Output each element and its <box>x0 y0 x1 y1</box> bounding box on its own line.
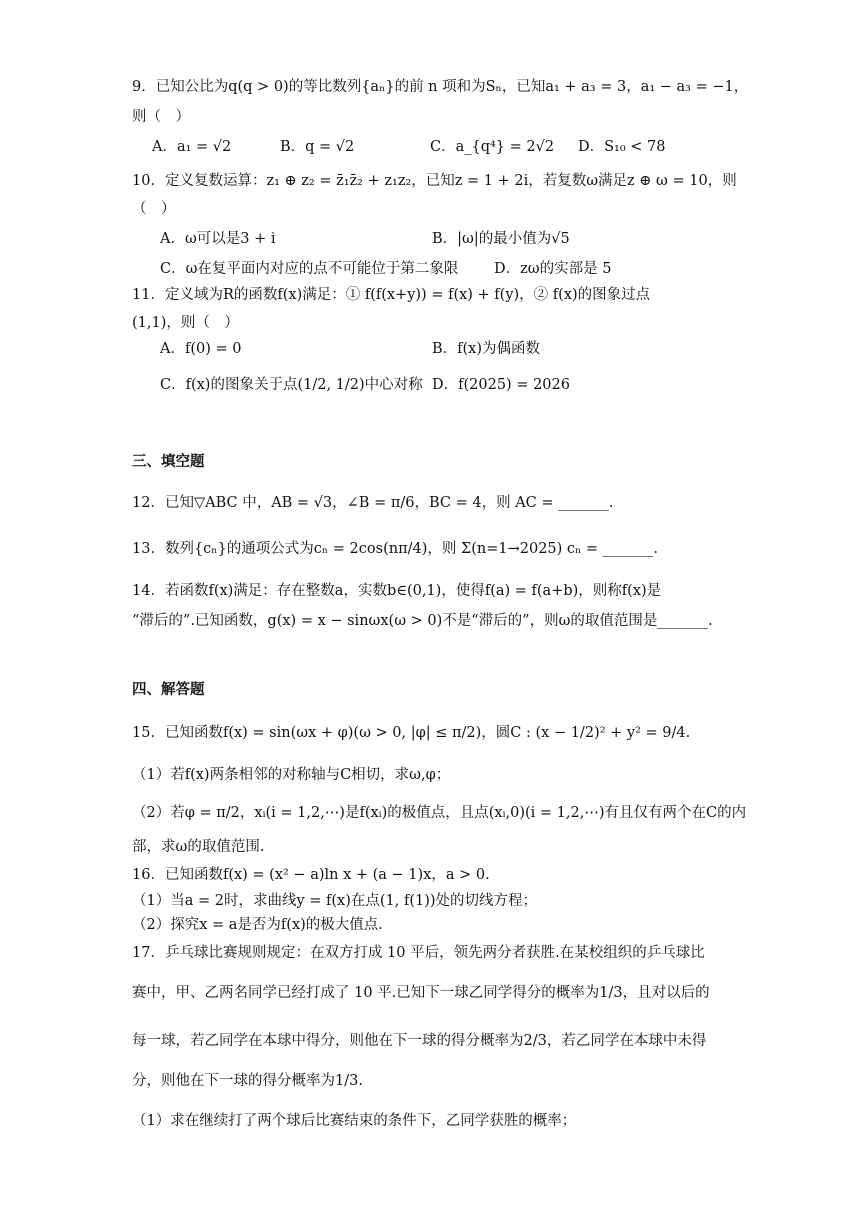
q10-option-d: D．zω的实部是 5 <box>494 261 612 277</box>
q9-option-c: C．a_{q⁴} = 2√2 <box>430 139 555 155</box>
q11-option-c: C．f(x)的图象关于点(1/2, 1/2)中心对称 <box>160 377 423 393</box>
q15-line-2: （1）若f(x)两条相邻的对称轴与C相切，求ω,φ； <box>132 767 451 783</box>
q10-stem-cont: （ ） <box>132 201 176 217</box>
q11-option-d: D．f(2025) = 2026 <box>432 377 570 393</box>
q9-stem-cont: 则（ ） <box>132 109 190 125</box>
q13: 13．数列{cₙ}的通项公式为cₙ = 2cos(nπ/4)，则 Σ(n=1→2025) cₙ = _______. <box>132 541 659 557</box>
q11-stem: 11．定义域为R的函数f(x)满足：① f(f(x+y)) = f(x) + f(y)，② f(x)的图象过点 <box>132 287 651 303</box>
q9-option-a: A．a₁ = √2 <box>152 139 232 155</box>
q15-line-3: （2）若φ = π/2，xᵢ(i = 1,2,⋯)是f(xᵢ)的极值点，且点(xᵢ,0)(i = 1,2,⋯)有且仅有两个在C的内 <box>132 805 747 821</box>
q10-option-a: A．ω可以是3 + i <box>160 231 276 247</box>
q11-stem-cont: (1,1)，则（ ） <box>132 315 239 331</box>
q10-stem: 10．定义复数运算：z₁ ⊕ z₂ = z̄₁z̄₂ + z₁z₂，已知z = 1 + 2i，若复数ω满足z ⊕ ω = 10，则 <box>132 173 737 189</box>
q17-line-1: 17．乒乓球比赛规则规定：在双方打成 10 平后，领先两分者获胜.在某校组织的乒乓球比 <box>132 945 705 961</box>
q16-line-1: 16．已知函数f(x) = (x² − a)ln x + (a − 1)x，a > 0. <box>132 867 490 883</box>
q16-line-3: （2）探究x = a是否为f(x)的极大值点. <box>132 917 383 933</box>
section-heading-solutions: 四、解答题 <box>132 682 205 698</box>
q17-line-4: 分，则他在下一球的得分概率为1/3. <box>132 1073 363 1089</box>
q17-line-3: 每一球，若乙同学在本球中得分，则他在下一球的得分概率为2/3，若乙同学在本球中未得 <box>132 1033 707 1049</box>
q17-line-5: （1）求在继续打了两个球后比赛结束的条件下，乙同学获胜的概率； <box>132 1113 577 1129</box>
q15-line-1: 15．已知函数f(x) = sin(ωx + φ)(ω > 0, |φ| ≤ π/2)，圆C : (x − 1/2)² + y² = 9/4. <box>132 725 691 741</box>
q15-line-4: 部，求ω的取值范围. <box>132 839 265 855</box>
q9-stem: 9．已知公比为q(q > 0)的等比数列{aₙ}的前 n 项和为Sₙ，已知a₁ + a₃ = 3，a₁ − a₃ = −1， <box>132 79 749 95</box>
q16-line-2: （1）当a = 2时，求曲线y = f(x)在点(1, f(1))处的切线方程； <box>132 893 538 909</box>
q14-line-1: 14．若函数f(x)满足：存在整数a，实数b∈(0,1)，使得f(a) = f(a+b)，则称f(x)是 <box>132 583 662 599</box>
q9-option-d: D．S₁₀ < 78 <box>578 139 666 155</box>
q11-option-a: A．f(0) = 0 <box>160 341 242 357</box>
q10-option-b: B．|ω|的最小值为√5 <box>432 231 570 247</box>
section-heading-fill-in: 三、填空题 <box>132 454 205 470</box>
q17-line-2: 赛中，甲、乙两名同学已经打成了 10 平.已知下一球乙同学得分的概率为1/3，且对以后的 <box>132 985 710 1001</box>
q12: 12．已知▽ABC 中，AB = √3，∠B = π/6，BC = 4，则 AC = _______. <box>132 495 614 511</box>
q11-option-b: B．f(x)为偶函数 <box>432 341 541 357</box>
q14-line-2: “滞后的”.已知函数，g(x) = x − sinωx(ω > 0)不是“滞后的”，则ω的取值范围是_______. <box>132 613 713 629</box>
q10-option-c: C．ω在复平面内对应的点不可能位于第二象限 <box>160 261 459 277</box>
q9-option-b: B．q = √2 <box>280 139 355 155</box>
